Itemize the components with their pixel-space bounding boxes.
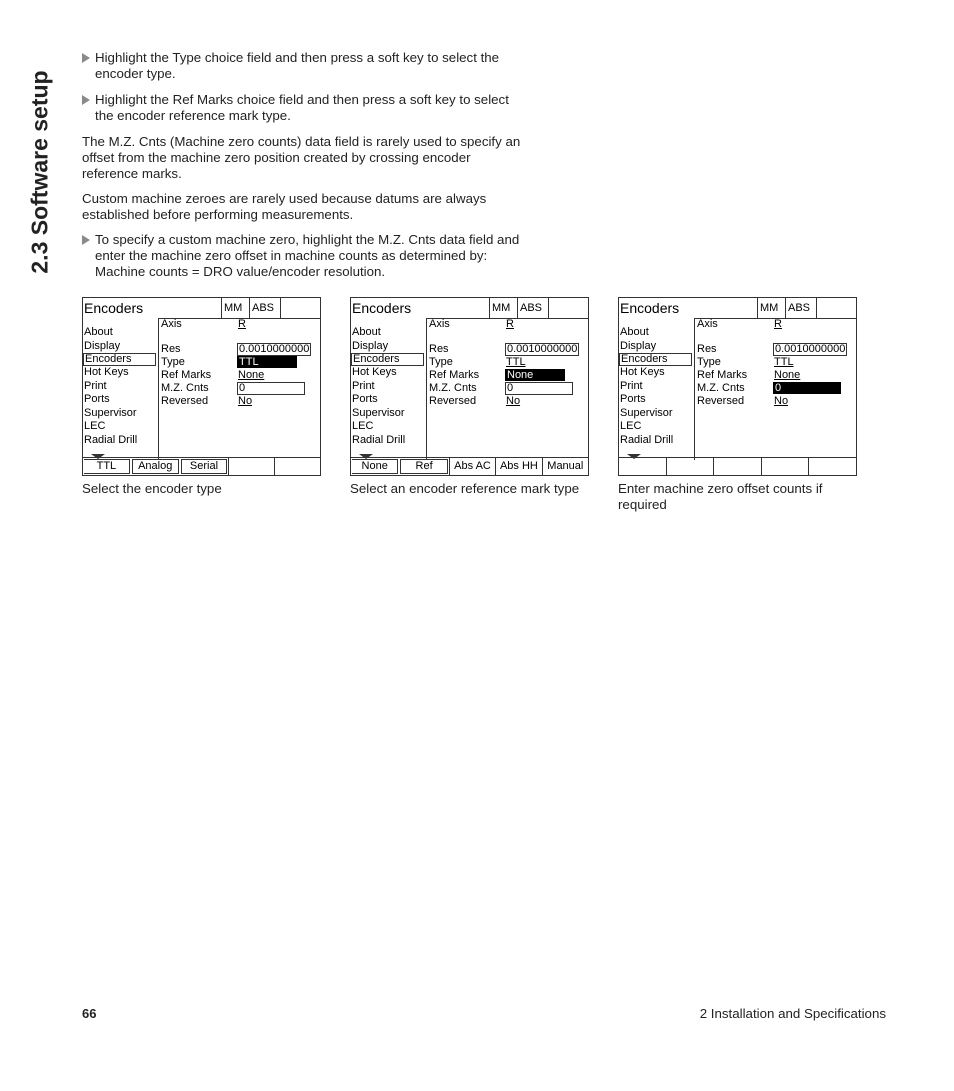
field-value-res[interactable]: 0.0010000000 [775, 343, 846, 355]
softkey-4[interactable] [761, 458, 809, 475]
menu-item-hot-keys[interactable]: Hot Keys [352, 366, 397, 378]
field-label-reversed: Reversed [697, 395, 745, 407]
softkey-5[interactable] [808, 458, 856, 475]
menu-item-encoders[interactable]: Encoders [351, 353, 424, 366]
softkey-4[interactable]: Abs HH [495, 458, 541, 475]
menu-item-display[interactable]: Display [352, 339, 389, 352]
setup-menu [619, 326, 695, 447]
menu-item-ports[interactable]: Ports [84, 393, 110, 405]
menu-item-display[interactable]: Display [620, 339, 657, 352]
menu-item-supervisor[interactable]: Supervisor [620, 406, 673, 419]
field-value-mz-cnts[interactable]: 0 [505, 382, 573, 395]
bullet-arrow-icon [82, 235, 90, 245]
field-label-axis: Axis [697, 318, 718, 330]
field-label-axis: Axis [429, 318, 450, 330]
menu-item-encoders[interactable]: Encoders [619, 353, 692, 366]
softkey-2[interactable]: Analog [132, 459, 179, 474]
menu-item-lec[interactable]: LEC [620, 420, 642, 432]
field-value-axis[interactable]: R [774, 318, 782, 330]
field-label-type: Type [429, 356, 453, 368]
screen-title: Encoders [352, 300, 412, 316]
menu-item-about[interactable]: About [84, 326, 113, 338]
menu-item-ports[interactable]: Ports [352, 393, 378, 405]
field-label-reversed: Reversed [161, 395, 209, 407]
instructions [82, 50, 527, 290]
mode-indicator: ABS [788, 302, 811, 314]
unit-indicator: MM [224, 302, 243, 314]
menu-item-radial-drill[interactable]: Radial Drill [84, 433, 138, 446]
menu-item-radial-drill[interactable]: Radial Drill [352, 433, 406, 446]
field-value-axis[interactable]: R [506, 318, 514, 330]
softkey-3[interactable] [713, 458, 761, 475]
field-value-ref-marks[interactable]: None [774, 369, 801, 381]
screen-caption: Select an encoder reference mark type [350, 481, 580, 496]
softkey-bar [83, 457, 320, 475]
field-label-mz-cnts: M.Z. Cnts [697, 382, 745, 394]
paragraph: Custom machine zeroes are rarely used because datums are always established before performing measurements. [82, 191, 487, 222]
field-label-ref-marks: Ref Marks [429, 369, 480, 381]
menu-item-hot-keys[interactable]: Hot Keys [620, 366, 665, 378]
softkey-bar [351, 457, 588, 475]
chapter-footer: 2 Installation and Specifications [699, 1006, 886, 1021]
screen-caption: Select the encoder type [82, 481, 222, 496]
field-value-res[interactable]: 0.0010000000 [239, 343, 310, 355]
menu-item-lec[interactable]: LEC [352, 420, 374, 432]
softkey-5[interactable]: Manual [542, 458, 588, 475]
unit-indicator: MM [760, 302, 779, 314]
menu-item-supervisor[interactable]: Supervisor [84, 406, 137, 419]
field-value-ref-marks[interactable]: None [238, 369, 265, 381]
bullet-arrow-icon [82, 53, 90, 63]
softkey-1[interactable] [619, 458, 666, 475]
screen-title: Encoders [620, 300, 680, 316]
field-value-type[interactable]: TTL [506, 356, 526, 368]
field-value-mz-cnts[interactable]: 0 [237, 382, 305, 395]
menu-item-hot-keys[interactable]: Hot Keys [84, 366, 129, 378]
screen-title: Encoders [84, 300, 144, 316]
field-value-axis[interactable]: R [238, 318, 246, 330]
menu-item-radial-drill[interactable]: Radial Drill [620, 433, 674, 446]
softkey-3[interactable]: Abs AC [449, 458, 495, 475]
instruction-bullet: Highlight the Ref Marks choice field and then press a soft key to select the encoder reference mark type. [82, 92, 527, 124]
setup-menu [83, 326, 159, 447]
screen-caption: Enter machine zero offset counts if required [618, 481, 823, 512]
softkey-1[interactable]: None [352, 459, 398, 474]
page-number: 66 [82, 1006, 97, 1021]
field-value-reversed[interactable]: No [506, 395, 521, 407]
field-label-res: Res [161, 343, 181, 355]
softkey-3[interactable]: Serial [181, 459, 228, 474]
menu-item-encoders[interactable]: Encoders [83, 353, 156, 366]
paragraph: The M.Z. Cnts (Machine zero counts) data field is rarely used to specify an offset from the machine zero position created by crossing encoder reference marks. [82, 134, 521, 181]
mode-indicator: ABS [252, 302, 275, 314]
field-label-type: Type [161, 356, 185, 368]
field-label-ref-marks: Ref Marks [161, 369, 212, 381]
field-value-reversed[interactable]: No [238, 395, 253, 407]
softkey-2[interactable] [666, 458, 714, 475]
menu-item-about[interactable]: About [352, 326, 381, 338]
menu-item-about[interactable]: About [620, 326, 649, 338]
field-value-type[interactable]: TTL [774, 356, 794, 368]
softkey-5[interactable] [274, 458, 320, 475]
encoder-screen-ref-marks [350, 297, 589, 476]
instruction-bullet: To specify a custom machine zero, highlight the M.Z. Cnts data field and enter the machine zero offset in machine counts as determined by: Machine counts = DRO value/encoder resolution. [82, 232, 527, 280]
menu-item-display[interactable]: Display [84, 339, 121, 352]
instruction-bullet: Highlight the Type choice field and then press a soft key to select the encoder type. [82, 50, 527, 82]
field-label-res: Res [429, 343, 449, 355]
encoder-screen-mz-cnts [618, 297, 857, 476]
field-value-ref-marks[interactable]: None [505, 369, 565, 381]
menu-item-lec[interactable]: LEC [84, 420, 106, 432]
softkey-bar [619, 457, 856, 475]
mode-indicator: ABS [520, 302, 543, 314]
bullet-arrow-icon [82, 95, 90, 105]
field-value-res[interactable]: 0.0010000000 [507, 343, 578, 355]
menu-item-ports[interactable]: Ports [620, 393, 646, 405]
section-side-title-text: 2.3 Software setup [26, 70, 53, 274]
field-value-type[interactable]: TTL [237, 356, 297, 368]
field-label-ref-marks: Ref Marks [697, 369, 748, 381]
field-value-mz-cnts[interactable]: 0 [773, 382, 841, 394]
menu-item-print[interactable]: Print [620, 379, 643, 392]
setup-menu [351, 326, 427, 447]
softkey-2[interactable]: Ref [400, 459, 447, 474]
field-label-mz-cnts: M.Z. Cnts [429, 382, 477, 394]
field-label-res: Res [697, 343, 717, 355]
menu-item-supervisor[interactable]: Supervisor [352, 406, 405, 419]
encoder-screen-type [82, 297, 321, 476]
field-label-type: Type [697, 356, 721, 368]
softkey-1[interactable]: TTL [84, 459, 130, 474]
unit-indicator: MM [492, 302, 511, 314]
softkey-4[interactable] [228, 458, 274, 475]
field-label-reversed: Reversed [429, 395, 477, 407]
menu-item-print[interactable]: Print [84, 379, 107, 392]
field-label-axis: Axis [161, 318, 182, 330]
menu-item-print[interactable]: Print [352, 379, 375, 392]
field-label-mz-cnts: M.Z. Cnts [161, 382, 209, 394]
section-side-title [20, 52, 60, 292]
field-value-reversed[interactable]: No [774, 395, 789, 407]
